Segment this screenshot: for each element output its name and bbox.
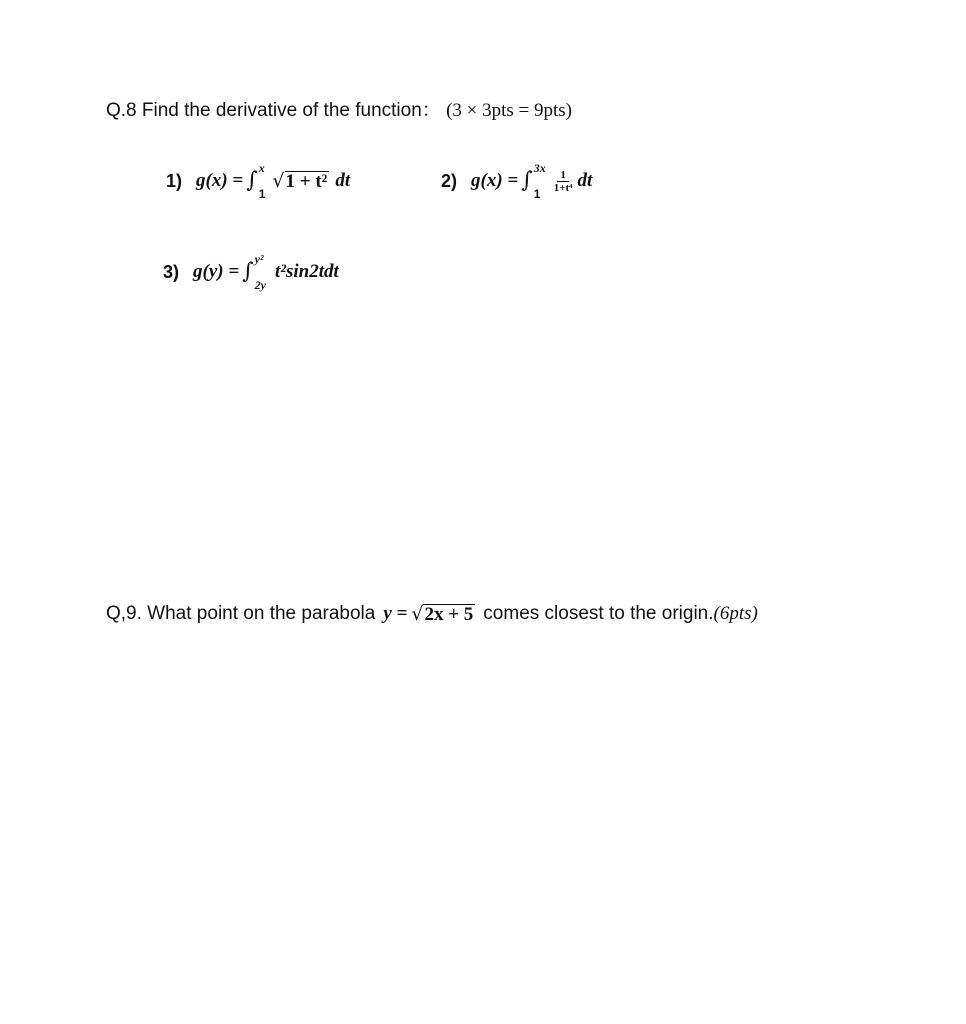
problem-3 xyxy=(163,252,339,292)
problem-1-expression xyxy=(196,161,351,201)
problem-2-dt: dt xyxy=(577,170,593,191)
integral-sign-icon: ∫ xyxy=(242,259,254,284)
sqrt-icon: √ xyxy=(272,170,285,192)
problem-2-number: 2) xyxy=(441,170,458,191)
problem-3-integral xyxy=(242,252,266,292)
problem-1-number: 1) xyxy=(166,170,183,191)
problem-1-bounds xyxy=(258,161,266,201)
sqrt-icon: √ xyxy=(411,603,424,625)
problem-1-radicand: 1 + t² xyxy=(285,171,328,192)
problem-2 xyxy=(441,161,593,201)
question-9-equation xyxy=(383,603,475,625)
problem-3-lower-bound: 2y xyxy=(254,278,266,292)
question-9-sqrt xyxy=(411,603,475,625)
problem-1-dt: dt xyxy=(335,170,351,191)
question-9-points: (6pts) xyxy=(713,603,758,624)
question-9-equation-lhs: y = xyxy=(383,603,408,624)
problem-1-lhs: g(x) = xyxy=(196,170,244,191)
problem-2-expression xyxy=(471,161,593,201)
problem-3-integrand: t²sin2tdt xyxy=(274,261,339,282)
problem-1-upper-bound: x xyxy=(258,161,265,175)
problem-2-denominator: 1+t⁴ xyxy=(553,181,573,194)
question-9-text-after: comes closest to the origin. xyxy=(483,603,714,624)
question-9-heading xyxy=(106,603,758,625)
question-9-radicand: 2x + 5 xyxy=(424,604,474,625)
problem-2-lower-bound: 1 xyxy=(533,187,541,201)
question-8-points: (3 × 3pts = 9pts) xyxy=(446,100,573,121)
problem-3-bounds xyxy=(254,252,266,292)
problem-3-upper-bound: y² xyxy=(254,252,264,266)
problem-2-upper-bound: 3x xyxy=(533,161,546,175)
problem-1 xyxy=(166,161,351,201)
problem-2-numerator: 1 xyxy=(557,169,569,182)
problem-2-bounds xyxy=(533,161,546,201)
problem-3-number: 3) xyxy=(163,261,180,282)
problem-3-lhs: g(y) = xyxy=(193,261,240,282)
problem-2-integral xyxy=(521,161,546,201)
problem-3-expression xyxy=(193,252,339,292)
problem-1-sqrt xyxy=(272,170,329,192)
problem-2-fraction xyxy=(552,169,575,194)
integral-sign-icon: ∫ xyxy=(521,168,533,193)
problem-1-lower-bound: 1 xyxy=(258,187,266,201)
question-8-heading xyxy=(106,95,572,122)
integral-sign-icon: ∫ xyxy=(246,168,258,193)
question-9-text-before: Q,9. What point on the parabola xyxy=(106,603,376,624)
problem-2-lhs: g(x) = xyxy=(471,170,519,191)
question-8-text: Q.8 Find the derivative of the function： xyxy=(106,100,441,121)
problem-1-integral xyxy=(246,161,266,201)
